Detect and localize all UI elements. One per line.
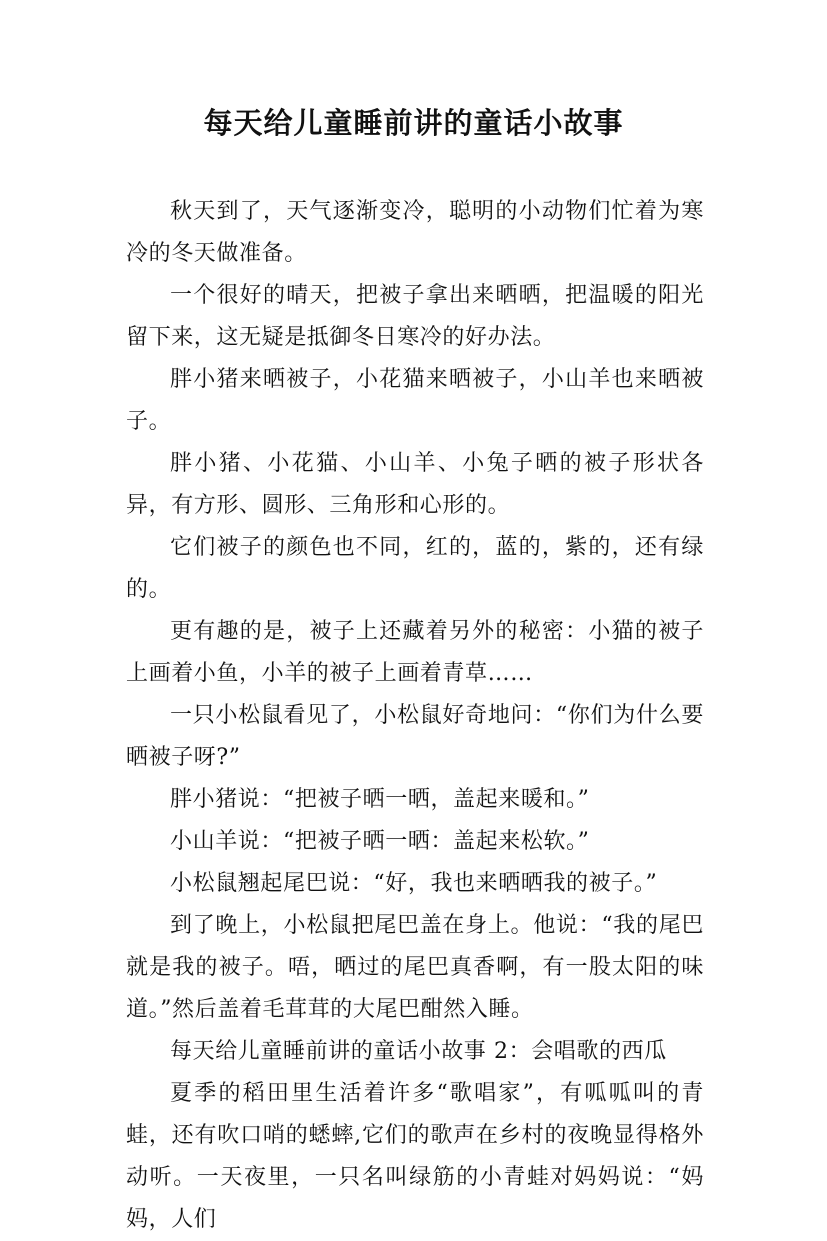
document-body <box>126 191 704 1241</box>
paragraph-5: 它们被子的颜色也不同，红的，蓝的，紫的，还有绿的。 <box>126 535 704 602</box>
paragraph-10: 小松鼠翘起尾巴说：“好，我也来晒晒我的被子。” <box>170 871 658 896</box>
paragraph-2: 一个很好的晴天，把被子拿出来晒晒，把温暖的阳光留下来，这无疑是抵御冬日寒冷的好办法。 <box>126 283 704 350</box>
paragraph-13: 夏季的稻田里生活着许多“歌唱家”，有呱呱叫的青蛙，还有吹口哨的蟋蟀,它们的歌声在乡村的夜晚显得格外动听。一天夜里，一只名叫绿筋的小青蛙对妈妈说：“妈妈，人们 <box>126 1081 704 1232</box>
paragraph-6: 更有趣的是，被子上还藏着另外的秘密：小猫的被子上画着小鱼，小羊的被子上画着青草…… <box>126 619 704 686</box>
paragraph-7: 一只小松鼠看见了，小松鼠好奇地问：“你们为什么要晒被子呀?” <box>126 703 704 770</box>
paragraph-11: 到了晚上，小松鼠把尾巴盖在身上。他说：“我的尾巴就是我的被子。唔，晒过的尾巴真香啊，有一股太阳的味道。”然后盖着毛茸茸的大尾巴酣然入睡。 <box>126 913 704 1022</box>
paragraph-9: 小山羊说：“把被子晒一晒：盖起来松软。” <box>170 829 590 854</box>
paragraph-4: 胖小猪、小花猫、小山羊、小兔子晒的被子形状各异，有方形、圆形、三角形和心形的。 <box>126 451 704 518</box>
story-2-heading: 每天给儿童睡前讲的童话小故事 2：会唱歌的西瓜 <box>170 1039 667 1064</box>
paragraph-8: 胖小猪说：“把被子晒一晒，盖起来暖和。” <box>170 787 590 812</box>
paragraph-3: 胖小猪来晒被子，小花猫来晒被子，小山羊也来晒被子。 <box>126 367 704 434</box>
document-title: 每天给儿童睡前讲的童话小故事 <box>203 106 624 140</box>
paragraph-1: 秋天到了，天气逐渐变冷，聪明的小动物们忙着为寒冷的冬天做准备。 <box>126 199 704 266</box>
